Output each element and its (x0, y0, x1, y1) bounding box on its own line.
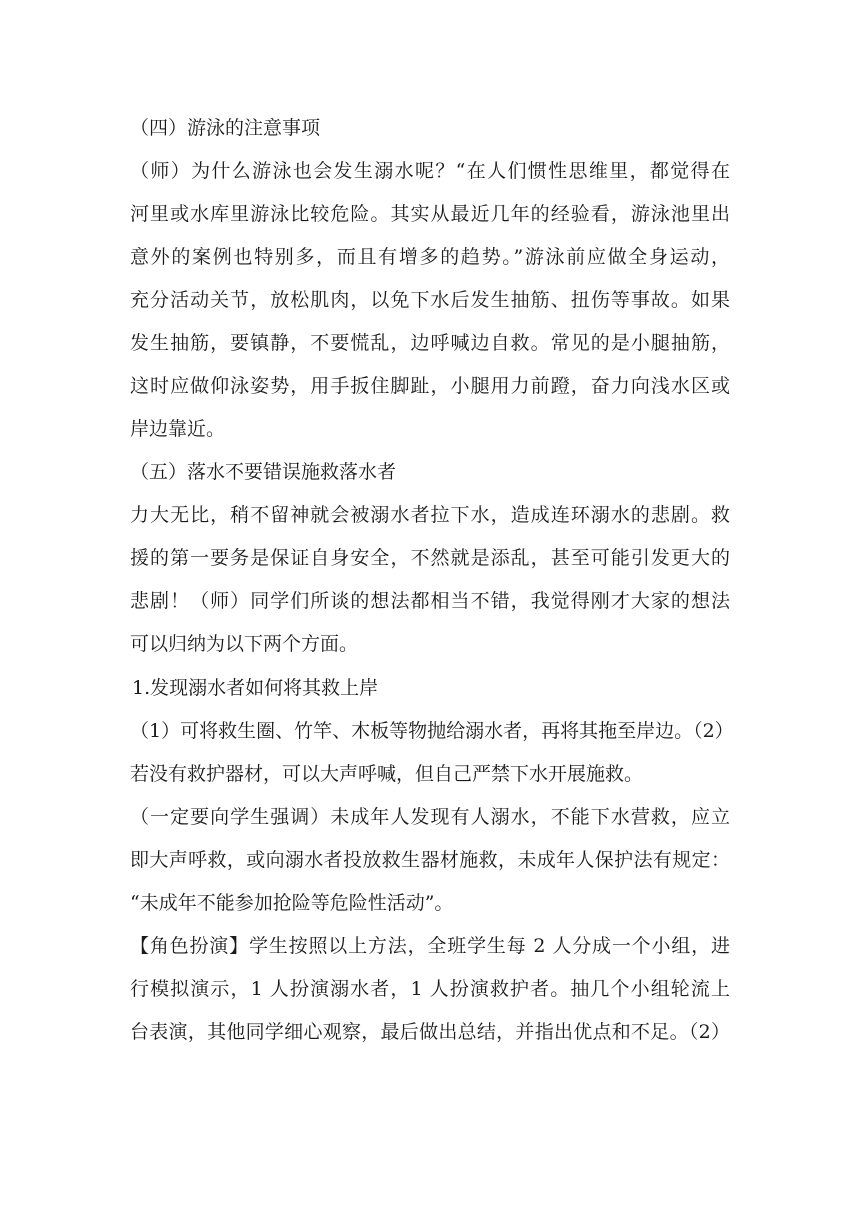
paragraph-line: 意外的案例也特别多，而且有增多的趋势。”游泳前应做全身运动， (130, 246, 730, 268)
section-heading-5: （五）落水不要错误施救落水者 (130, 461, 397, 483)
paragraph-line: 这时应做仰泳姿势，用手扳住脚趾，小腿用力前蹬，奋力向浅水区或 (130, 375, 730, 397)
paragraph-line: 行模拟演示，1 人扮演溺水者，1 人扮演救护者。抽几个小组轮流上 (130, 978, 730, 1000)
paragraph-line: 即大声呼救，或向溺水者投放救生器材施救，未成年人保护法有规定： (130, 849, 730, 871)
paragraph-line: 河里或水库里游泳比较危险。其实从最近几年的经验看，游泳池里出 (130, 203, 730, 225)
paragraph-line: 若没有救护器材，可以大声呼喊，但自己严禁下水开展施救。 (130, 763, 644, 785)
paragraph-line: 悲剧！（师）同学们所谈的想法都相当不错，我觉得刚才大家的想法 (130, 590, 730, 612)
paragraph-line: 可以归纳为以下两个方面。 (130, 633, 359, 655)
section-heading-4: （四）游泳的注意事项 (130, 117, 321, 139)
paragraph-line: 发生抽筋，要镇静，不要慌乱，边呼喊边自救。常见的是小腿抽筋， (130, 332, 730, 354)
paragraph-line: 力大无比，稍不留神就会被溺水者拉下水，造成连环溺水的悲剧。救 (130, 504, 730, 526)
paragraph-line: “未成年不能参加抢险等危险性活动”。 (130, 892, 454, 914)
paragraph-line: 充分活动关节，放松肌肉，以免下水后发生抽筋、扭伤等事故。如果 (130, 289, 730, 311)
paragraph-line: 台表演，其他同学细心观察，最后做出总结，并指出优点和不足。（2） (130, 1021, 730, 1043)
paragraph-line: （师）为什么游泳也会发生溺水呢？“在人们惯性思维里，都觉得在 (130, 160, 730, 182)
paragraph-line: （1）可将救生圈、竹竿、木板等物抛给溺水者，再将其拖至岸边。（2） (130, 720, 734, 742)
paragraph-line: （一定要向学生强调）未成年人发现有人溺水，不能下水营救，应立 (130, 806, 730, 828)
paragraph-line: 岸边靠近。 (130, 418, 226, 440)
paragraph-line: 援的第一要务是保证自身安全，不然就是添乱，甚至可能引发更大的 (130, 547, 730, 569)
subheading-1: 1.发现溺水者如何将其救上岸 (132, 677, 379, 699)
paragraph-line: 【角色扮演】学生按照以上方法，全班学生每 2 人分成一个小组，进 (130, 935, 730, 957)
